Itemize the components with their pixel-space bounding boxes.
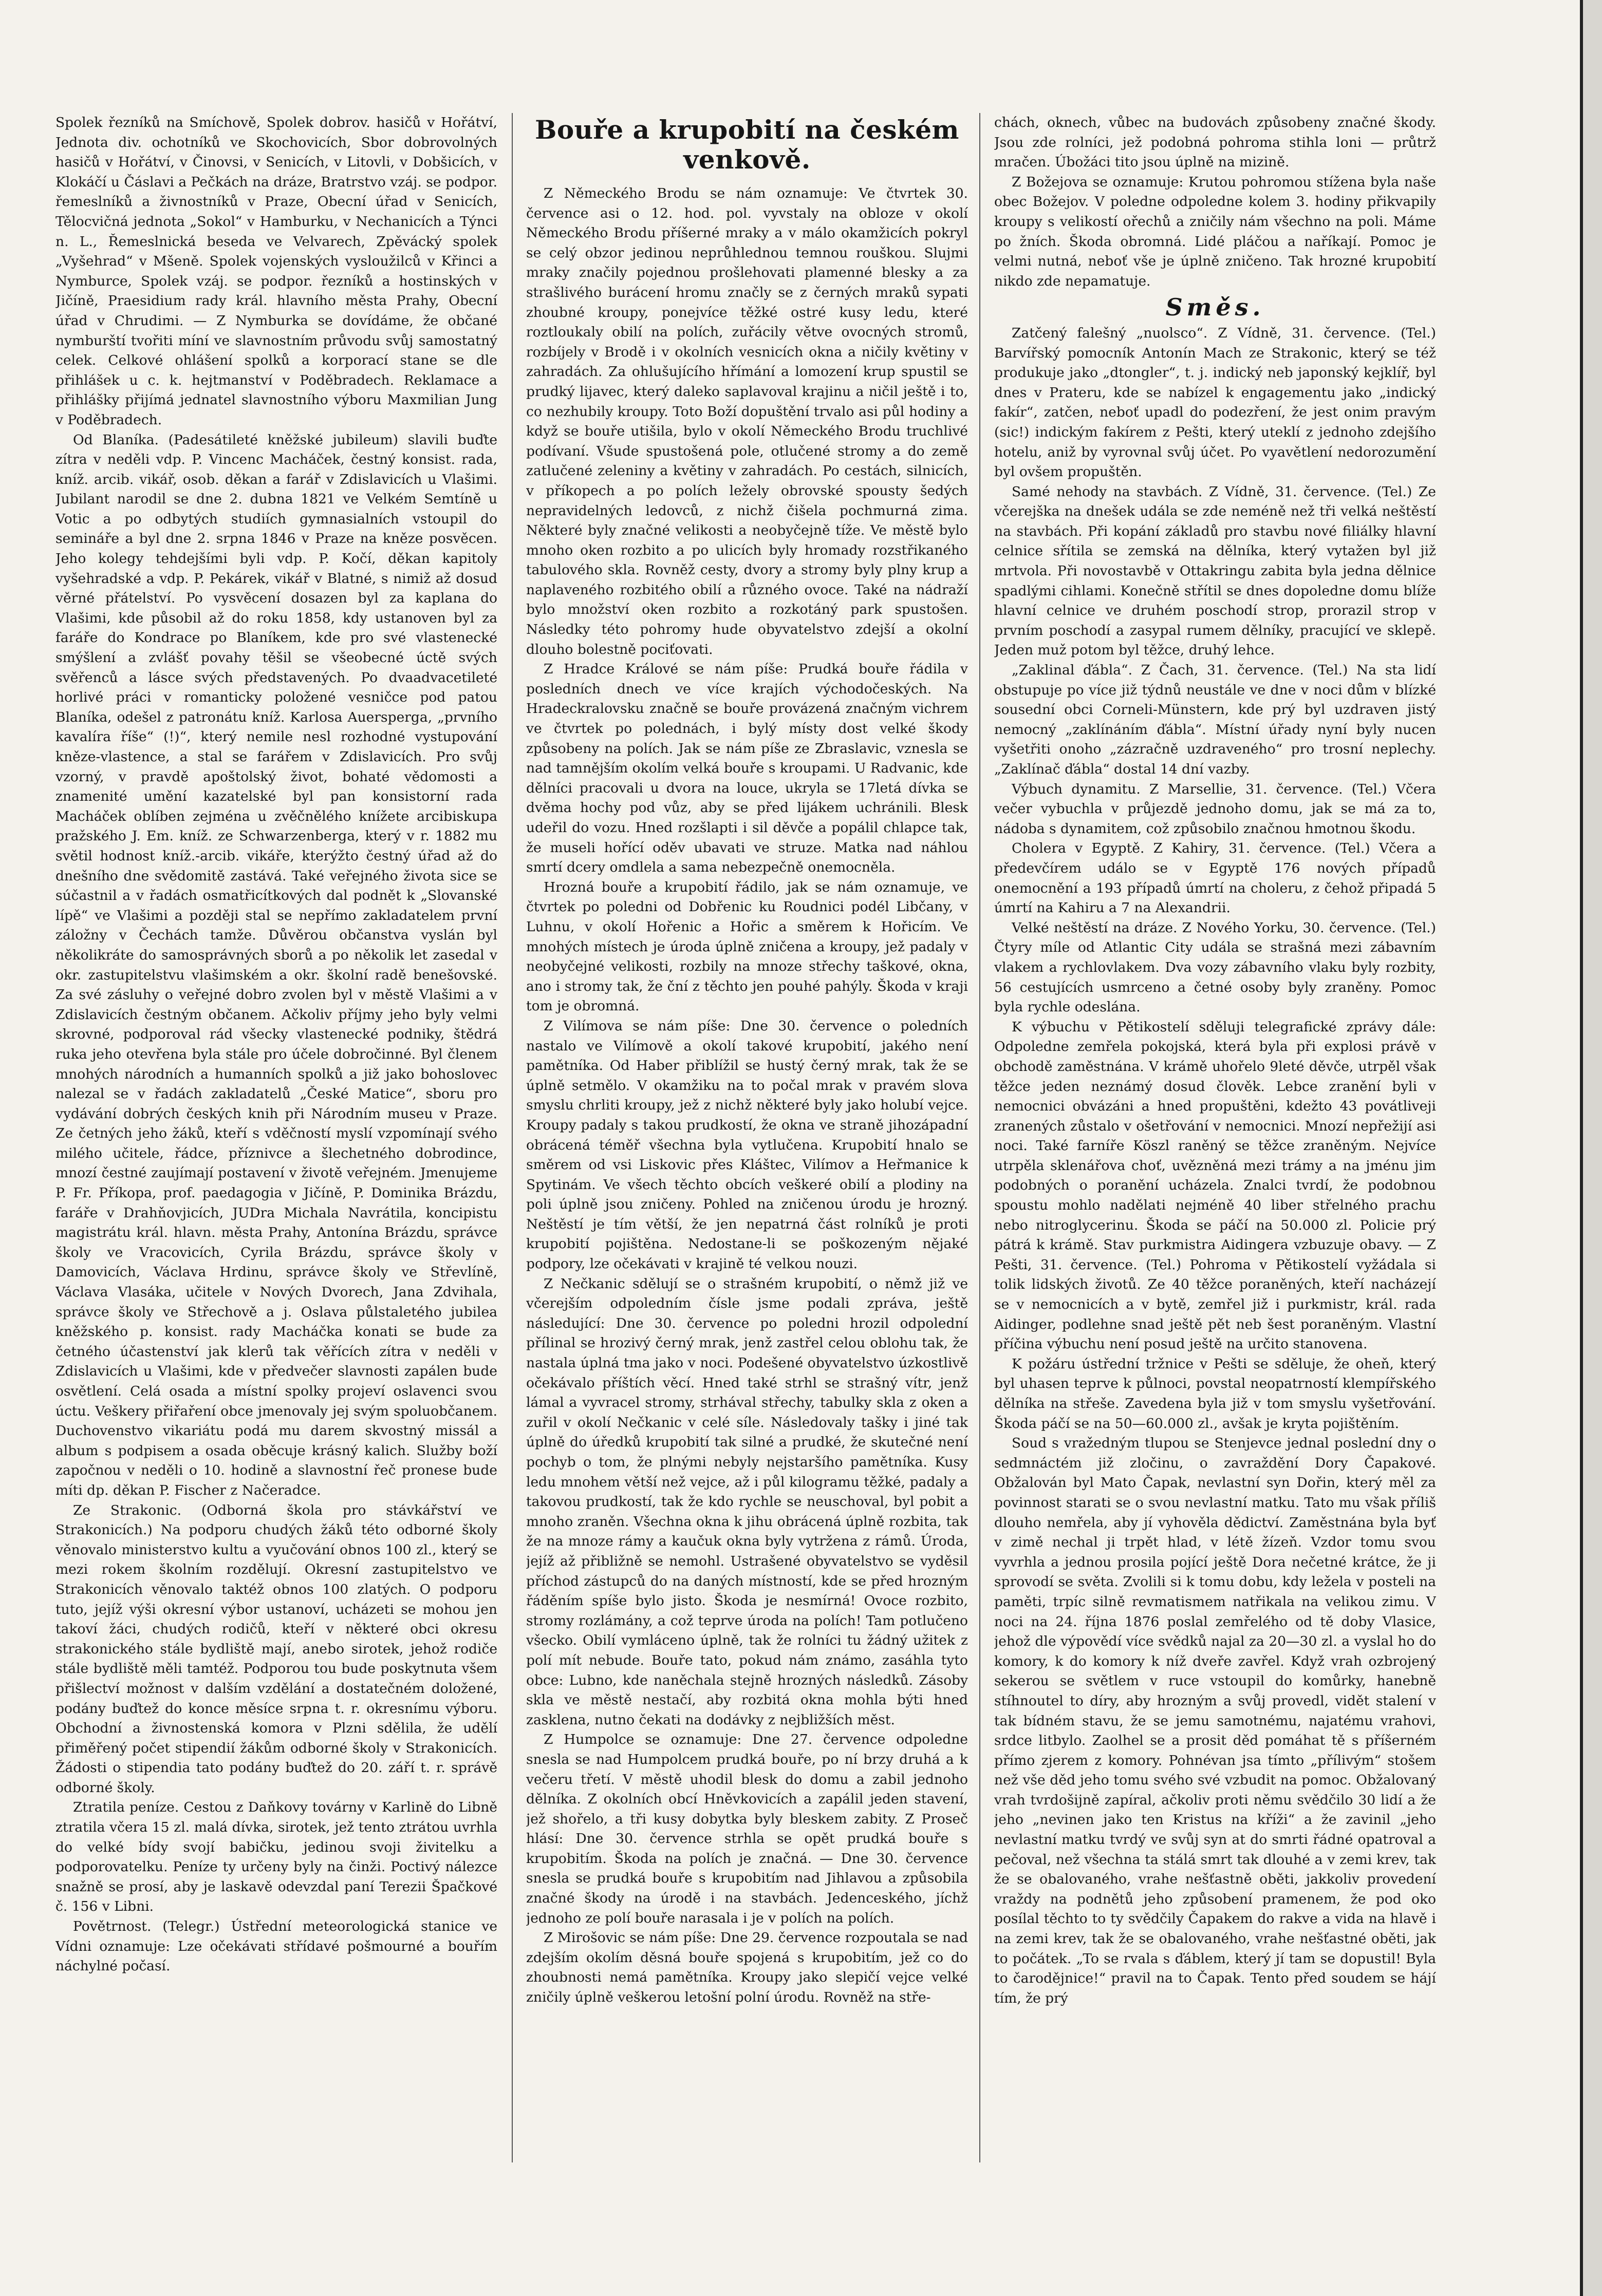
column-3-paragraph: Z Božejova se oznamuje: Krutou pohromou stížena byla naše obec Božejov. V poledne odpoledne kolem 3. hodiny přikvapily kroupy s velikostí ořechů a zničily nám všechno na poli. Máme po žních. Škoda obromná. Lidé pláčou a naříkají. Pomoc je velmi nutná, neboť vše je úplně zničeno. Tak hrozné krupobití nikdo zde nepamatuje. [994, 174, 1436, 289]
column-1-paragraph: Spolek řezníků na Smíchově, Spolek dobrov. hasičů v Hořátví, Jednota div. ochotníků ve Skochovicích, Sbor dobrovolných hasičů v Hořátví, v Činovsi, v Senicích, v Litovli, v Dobšicích, v Klokáčí u Čáslavi a Pečkách na dráze, Bratrstvo vzáj. se podpor. řemeslníků a živnostníků v Praze, Obecní úřad v Senicích, Tělocvičná jednota „Sokol“ v Hamburku, v Nechanicích a Týnci n. L., Řemeslnická beseda ve Velvarech, Zpěvácký spolek „Vyšehrad“ v Mšeně. Spolek vojenských vysloužilců v Křinci a Nymburce, Spolek vzáj. se podpor. řezníků a hostinských v Jičíně, Praesidium rady král. hlavního města Prahy, Obecní úřad v Chrudimi. — Z Nymburka se dovídáme, že občané nymburští tvořiti míní ve slavnostním průvodu svůj samostatný celek. Celkové ohlášení spolků a korporací stane se dle přihlášek u c. k. hejtmanství v Poděbradech. Reklamace a přihlášky přijímá jednatel slavnostního výboru Maxmilian Jung v Poděbradech. [55, 115, 497, 428]
section-title: Směs. [1165, 293, 1265, 322]
column-1-paragraph: Ze Strakonic. (Odborná škola pro stávkářství ve Strakonicích.) Na podporu chudých žáků této odborné školy věnovalo ministerstvo kultu a vyučování obnos 100 zl., který se mezi rokem školním rozdělují. Okresní zastupitelstvo ve Strakonicích věnovalo taktéž obnos 100 zlatých. O podporu tuto, jejíž výši okresní výbor ustanoví, ucházeti se mohou jen takoví žáci, chudých rodičů, kteří v některé obci okresu strakonického stále bydliště mají, anebo sirotek, jehož rodiče stále bydliště měli tamtéž. Podporou tou bude poskytnuta všem přišlectví možnost v dalším vzdělání a dostatečném doložené, podány buďtež do konce měsíce srpna t. r. okresnímu výboru. Obchodní a živnostenská komora v Plzni sdělila, že udělí přiměřený počet stipendií žákům odborné školy v Strakonicích. Žádosti o stipendia tato podány buďtež do 20. září t. r. správě odborné školy. [55, 1502, 497, 1796]
article-title: Bouře a krupobití na českém venkově. [535, 115, 959, 175]
column-3 [994, 113, 1436, 2168]
column-2-paragraph: Z Vilímova se nám píše: Dne 30. července o poledních nastalo ve Vilímově a okolí takové krupobití, jakého není pamětníka. Od Haber přiblížil se hustý černý mrak, tak že se úplně setmělo. V okamžiku na to počal mrak v pravém slova smyslu chrliti kroupy, jež z nichž některé byly jako holubí vejce. Kroupy padaly s takou prudkostí, že okna ve straně jihozápadní obrácená téměř všechna byla vytlučena. Krupobití hnalo se směrem od vsi Liskovic přes Kláštec, Vilímov a Heřmanice k Spytinám. Ve všech těchto obcích veškeré obilí a plodiny na poli úplně jsou zničeny. Pohled na zničenou úrodu je hrozný. Neštěstí je tím větší, že jen nepatrná část rolníků je proti krupobití pojištěna. Nedostane-li se poškozeným nějaké podpory, lze očekávati v krajině té velkou nouzi. [526, 1018, 968, 1272]
column-2-paragraph: Z Hradce Králové se nám píše: Prudká bouře řádila v posledních dnech ve více krajích východočeských. Na Hradeckralovsku značně se bouře provázená značným vichrem ve čtvrtek po polednách, i bylý místy dost velké škody způsobeny na polích. Jak se nám píše ze Zbraslavic, vznesla se nad tamnějším okolím velká bouře s kroupami. U Radvanic, kde dělníci pracovali u dvora na louce, ukryla se 17letá dívka se dvěma hochy pod vůz, aby se před lijákem uchránili. Blesk udeřil do vozu. Hned rozšlapti i sil děvče a popálil chlapce tak, že museli hořící oděv ubavati ve struze. Matka nad náhlou smrtí dcery omdlela a sama nebezpečně onemocněla. [526, 661, 968, 876]
column-1-paragraph: Ztratila peníze. Cestou z Daňkovy továrny v Karlině do Libně ztratila včera 15 zl. malá dívka, sirotek, jež tento ztrátou uvrhla do velké bídy svojí babičku, jedinou svoji živitelku a podporovatelku. Peníze ty určeny byly na činži. Poctivý nálezce snažně se prosí, aby je laskavě odevzdal paní Terezii Špačkové č. 156 v Libni. [55, 1799, 497, 1915]
column-2-paragraph: Z Mirošovic se nám píše: Dne 29. července rozpoutala se nad zdejším okolím děsná bouře spojená s krupobitím, jež co do zhoubnosti nemá pamětníka. Kroupy jako slepičí vejce velké zničily úplně veškerou letošní polní úrodu. Rovněž na stře- [526, 1930, 968, 2006]
column-divider [979, 113, 980, 2162]
news-item: Samé nehody na stavbách. Z Vídně, 31. července. (Tel.) Ze včerejška na dnešek udála se zde neméně než tři velká neštěstí na stavbách. Při kopání základů pro stavbu nové filiálky hlavní celnice sřítila se zemská na dělníka, který vytažen byl již mrtvola. Při novostavbě v Ottakringu zabita byla jedna dělnice spadlými cihlami. Konečně střítil se dnes dopoledne domu blíže hlavní celnice ve druhém poschodí strop, prorazil strop v prvním poschodí a zasypal rumem dělníky, pracující ve sklepě. Jeden muž potom byl těžce, druhý lehce. [994, 483, 1436, 658]
column-2-paragraph: Z Humpolce se oznamuje: Dne 27. července odpoledne snesla se nad Humpolcem prudká bouře, po ní brzy druhá a k večeru třetí. V městě uhodil blesk do domu a zabil jednoho dělníka. Z okolních obcí Hněvkovicích a zapálil jeden stavení, jež shořelo, a tři kusy dobytka byly bleskem zabity. Z Proseč hlásí: Dne 30. července strhla se opět prudká bouře s krupobitím. Škoda na polích je značná. — Dne 30. července snesla se prudká bouře s krupobitím nad Jihlavou a způsobila značné škody na úrodě i na stavbách. Jedenceského, jíchž jednoho ze polí bouře narasala i je v polích na polích. [526, 1732, 968, 1926]
news-item: Zatčený falešný „nuolsco“. Z Vídně, 31. července. (Tel.) Barvířský pomocník Antonín Mach ze Strakonic, který se též produkuje jako „dtongler“, t. j. indický neb japonský kejklíř, byl dnes v Prateru, kde se nabízel k engagementu jako „indický fakír“, zatčen, neboť upadl do podezření, že jest onim pravým (sic!) indickým fakírem z Pešti, který uteklí z jednoho zdejšího hotelu, aniž by vyrovnal svůj účet. Po vyavětlení nedorozumění byl ovšem propuštěn. [994, 325, 1436, 480]
page-margin-shade [1583, 0, 1602, 2296]
news-item: Výbuch dynamitu. Z Marsellie, 31. července. (Tel.) Včera večer vybuchla v průjezdě jednoho domu, jak se má za to, nádoba s dynamitem, což způsobilo značnou hmotnou škodu. [994, 781, 1436, 837]
column-1-paragraph: Od Blaníka. (Padesátileté kněžské jubileum) slavili buďte zítra v neděli vdp. P. Vincenc Macháček, čestný konsist. rada, kníž. arcib. vikář, osob. děkan a farář v Zdislavicích u Vlašimi. Jubilant narodil se dne 2. dubna 1821 ve Velkém Semtíně u Votic a po odbytých studiích gymnasialních vstoupil do semináře a byl dne 2. srpna 1846 v Praze na kněze posvěcen. Jeho kolegy tehdejšími byli vdp. P. Kočí, děkan kapitoly vyšehradské a vdp. P. Pekárek, vikář v Blatné, s nimiž až dosud věrné přátelství. Po vysvěcení dosazen byl za kaplana do Vlašimi, kde působil až do roku 1858, kdy ustanoven byl za faráře do Kondrace po Blaníkem, kde pro své vlastenecké smýšlení a zvlášť povahy těšil se všeobecné úctě svých svěřenců a lásce svých představených. Po dvaadvacetileté horlivé práci v romanticky položené vesničce pod patou Blaníka, odešel z patronátu kníž. Karlosa Auersperga, „prvního kavalíra říše“ (!)“, který nemile nesl rozhodné vystupování kněze-vlastence, a stal se farářem v Zdislavicích. Pro svůj vzorný, v pravdě apoštolský život, bohaté vědomosti a znamenité umění kazatelské byl pan konsistorní rada Macháček oblíben zejména u zvěčnělého knížete arcibiskupa pražského J. Em. kníž. ze Schwarzenberga, který v r. 1882 mu světil hodnost kníž.-arcib. vikáře, kterýžto čestný úřad až do dnešního dne svědomitě zastává. Také veřejného života sice se súčastnil a v řadách osmatřicítkových dal podnět k „Slovanské lípě“ ve Vlašimi a později stal se nepřímo zakladatelem první záložny v Čechách tamže. Důvěrou občanstva vyslán byl několikráte do samosprávných sborů a po několik let zasedal v okr. zastupitelstvu vlašimském a okr. školní radě benešovské. Za své zásluhy o veřejné dobro zvolen byl v městě Vlašimi a v Zdislavicích čestným občanem. Ačkoliv příjmy jeho byly velmi skrovné, podporoval rád všecky vlastenecké podniky, štědrá ruka jeho otevřena byla stále pro účele dobročinné. Byl členem mnohých národních a humanních spolků a již jako bohoslovec nalezal se v řadách zakladatelů „České Matice“, sboru pro vydávání dobrých českých knih při Národním museu v Praze. Ze četných jeho žáků, kteří s vděčností myslí vzpomínají svého milého učitele, řádce, příznivce a šlechetného dobrodince, mnozí čestné zaujímají postavení v životě veřejném. Jmenujeme P. Fr. Příkopa, prof. paedagogia v Jičíně, P. Dominika Brázdu, faráře v Drahňovjicích, JUDra Michala Navrátila, koncipistu magistrátu král. hlavn. města Prahy, Antonína Brázdu, správce školy ve Vracovicích, Cyrila Brázdu, správce školy v Damovicích, Václava Hrdinu, správce školy ve Střevlíně, Václava Vlasáka, učitele v Nových Dvorech, Jana Zdvihala, správce školy ve Střechově a j. Oslava půlstaletého jubilea kněžského p. konsist. rady Macháčka konati se bude za četného účastenství jak klerů tak věřících zítra v neděli v Zdislavicích u Vlašimi, kde v předvečer slavnosti zapálen bude osvětlení. Celá osada a místní spolky projeví oslavenci svou úctu. Veškery přiřaření obce jmenovaly jej svým spoluobčanem. Duchovenstvo vikariátu podá mu darem skvostný missál a album s podpisem a osada oběcuje krásný kalich. Služby boží započnou v neděli o 10. hodině a slavnostní řeč pronese bude míti dp. děkan P. Fischer z Načeradce. [55, 431, 497, 1498]
news-item: Cholera v Egyptě. Z Kahiry, 31. července. (Tel.) Včera a předevčírem událo se v Egyptě 176 nových případů onemocnění a 193 případů úmrtí na choleru, z čehož připadá 5 úmrtí na Kahiru a 7 na Alexandrii. [994, 840, 1436, 916]
column-1 [55, 113, 497, 2168]
column-2-paragraph: Hrozná bouře a krupobití řádilo, jak se nám oznamuje, ve čtvrtek po poledni od Dobřenic ku Roudnici podél Libčany, v Luhnu, v okolí Hořenic a Hořic a směrem k Hořicím. Ve mnohých místech je úroda úplně zničena a kroupy, jež padaly v neobyčejné velikosti, rozbily na mnoze střechy taškové, okna, ano i stromy tak, že ční z těchto jen pouhé pahýly. Škoda v kraji tom je obromná. [526, 879, 968, 1014]
column-2-paragraph: Z Nečkanic sdělují se o strašném krupobití, o němž již ve včerejším odpoledním čísle jsme podali zpráva, ještě následující: Dne 30. července po poledni hrozil odpolední přílinal se hrozivý černý mrak, jenž zastřel celou oblohu tak, že nastala úplná tma jako v noci. Podešené obyvatelstvo úzkostlivě očekávalo příštích věcí. Hned také strhl se strašný vítr, jenž lámal a vyvracel stromy, strhával střechy, tabulky skla z oken a zuřil v okolí Nečkanic v celé síle. Následovaly tašky i jiné tak úplně do úředků krupobití tak silné a prudké, že skutečné není pochyb o tom, že plnými nebyly nejstaršího pamětníka. Kusy ledu mnohem větší než vejce, až i půl kilogramu těžké, padaly a takovou prudkostí, tak že kdo rychle se neuschoval, byl pobit a mnoho zraněn. Všechna okna k jihu obrácená úplně rozbita, tak že na mnoze rámy a kaučuk okna byly vytržena z rámů. Úroda, jejíž až přibližně se nemohl. Ustrašené obyvatelstvo se vyděsil příchod zástupců do na daných místností, kde se před hrozným řáděním spíše bylo jisto. Škoda je nesmírná! Ovoce rozbito, stromy rozlámány, a což teprve úroda na polích! Tam potlučeno všecko. Obilí vymláceno úplně, tak že rolníci tu žádný užitek z polí mít nebude. Bouře tato, pokud nám známo, zasáhla tyto obce: Lubno, kde naněchala stejně hrozných následků. Zásoby skla ve městě nestačí, aby rozbitá okna mohla býti hned zasklena, nutno čekati na dodávky z nejbližších měst. [526, 1275, 968, 1728]
column-3-paragraph: chách, oknech, vůbec na budovách způsobeny značné škody. Jsou zde rolníci, jež podobná pohroma stihla loni — průtrž mračen. Úbožáci tito jsou úplně na mizině. [994, 115, 1436, 171]
column-2 [526, 113, 968, 2168]
news-item: „Zaklinal ďábla“. Z Čach, 31. července. (Tel.) Na sta lidí obstupuje po více již týdnů neustále ve dne v noci dům v blízké sousední obci Corneli-Münstern, kde prý byl uzdraven jistý nemocný „zaklínáním ďábla“. Místní úřady nyní byly nucen vyšetřiti onoho „zázračně uzdraveného“ pro trosní neplechy. „Zaklínač ďábla“ dostal 14 dní vazby. [994, 662, 1436, 777]
column-2-paragraph: Z Německého Brodu se nám oznamuje: Ve čtvrtek 30. července asi o 12. hod. pol. vyvstaly na obloze v okolí Německého Brodu příšerné mraky a v málo okamžicích pokryl se celý obzor jedinou neprůhlednou temnou rouškou. Slujmi mraky značily pojednou prošlehovati plamenné blesky a za strašlivého burácení hromu značly se z černých mraků sypati zhoubné kroupy, ponejvíce těžké ostré kusy ledu, které roztloukaly obilí na polích, zuřácily větve ovocných stromů, rozbíjely v Brodě i v okolních vesnicích okna a ničily květiny v zahradách. Za ohlušujícího hřímání a lomození krup spustil se prudký lijavec, který daleko saplavoval krajinu a ničil ještě i to, co nezhubily kroupy. Toto Boží dopuštění trvalo asi půl hodiny a když se bouře utišila, bylo v okolí Německého Brodu truchlivé podívaní. Všude spustošená pole, otlučené stromy a do země zatlučené zeleniny a květiny v zahradách. Po cestách, silnicích, v příkopech a po polích ležely obrovské spousty šedých nepravidelných ledovců, z nichž čišela pochmurná zima. Některé byly značné velikosti a neobyčejně tíže. Ve městě bylo mnoho oken rozbito a po ulicích byly hromady rozstřikaného tabulového skla. Rovněž cesty, dvory a stromy byly plny krup a naplaveného rozbitého obilí a různého ovoce. Také na nádraží bylo množství oken rozbito a rozkotáný park spustošen. Následky této pohromy hude obyvatelstvo zdejší a okolní dlouho bolestně pociťovati. [526, 185, 968, 657]
column-divider [512, 113, 513, 2162]
column-1-paragraph: Povětrnost. (Telegr.) Ústřední meteorologická stanice ve Vídni oznamuje: Lze očekávati střídavé pošmourné a bouřím náchylné počasí. [55, 1918, 497, 1974]
news-item: Velké neštěstí na dráze. Z Nového Yorku, 30. července. (Tel.) Čtyry míle od Atlantic City udála se strašná mezi zábavním vlakem a rychlovlakem. Dva vozy zábavního vlaku byly rozbity, 56 cestujících usmrceno a četné osoby byly zraněny. Pomoc byla rychle odeslána. [994, 919, 1436, 1015]
news-item: K výbuchu v Pětikostelí sděluji telegrafické zprávy dále: Odpoledne zemřela pokojská, která byla při explosi právě v obchodě zaměstnána. V krámě uhořelo 9leté děvče, utrpěl však těžce jeden neznámý dosud člověk. Lebce zranění byli v nemocnici obvázáni a hned propuštěni, kdežto 43 povátliveji zranených zůstalo v ošetřování v nemocnici. Mnozí nepřežijí asi noci. Také farníře Köszl raněný se těžce zraněným. Nejvíce utrpěla sklenářova choť, uvězněná mezi trámy a na jménu jim podobných o poranění ucházela. Znalci tvrdí, že podobnou spoustu mohlo nadělati nejméně 40 liber střelného prachu nebo nitroglycerinu. Škoda se páčí na 50.000 zl. Policie prý pátrá k krámě. Stav purkmistra Aidingera vzbuzuje obavy. — Z Pešti, 31. července. (Tel.) Pohroma v Pětikostelí vyžádala si tolik lidských životů. Ze 40 těžce poraněných, kteří nacházejí se v nemocnicích a v bytě, zemřel již i purkmistr, král. rada Aidinger, podlehne snad ještě pět neb šest poraněným. Vlastní příčina výbuchu není posud ještě na určito stanovena. [994, 1019, 1436, 1352]
news-item: Soud s vražedným tlupou se Stenjevce jednal poslední dny o sedmnáctém již zločinu, o zavraždění Dory Čapakové. Obžalován byl Mato Čapak, nevlastní syn Dořin, který měl za povinnost starati se o svou nevlastní matku. Tato mu však příliš dlouho nemřela, aby jí vyhověla dědictví. Zaměstnána byla byť v zimě nechal ji trpět hlad, v létě žízeň. Vzdor tomu svou vyvrhla a jednou prosila pojící ještě Dora nečetné krátce, že ji sprovodí se světa. Zvolili si k tomu dobu, kdy ležela v posteli na paměti, trpíc silně revmatismem natřikala na velikou zimu. V noci na 24. října 1876 poslal zemřelého od tě doby Vlasice, jehož dle výpovědí více svědků najal za 20—30 zl. a vyslal ho do komory, k do komory k níž dveře zavřel. Když vrah ozbrojený sekerou se světlem v ruce vstoupil do komůrky, hanebně stíhnoutel to díry, aby hrozným a svůj provedl, vidět stalení v tak bídném stavu, že se jemu samotnému, najatému vrahovi, srdce litbylo. Zaolhel se a prosit děd pomáhat tě s příšerném přímo zjerem z komory. Pohnévan jsa tímto „přílivým“ stošem než vše děd jeho tomu svého své vzbudit na pomoc. Obžalovaný vrah tvrdošijně zapíral, ačkoliv proti němu svědčilo 30 lidí a že jeho „nevinen jako ten Kristus na kříži“ a že zavinil „jeho nevlastní matku tvrdý ve svůj syn at do smrti řádné opatroval a pečoval, než všechna ta stálá smrt tak dlouhé a v zemi krev, tak že se obalovaného, vrahe nešťastně oběti, jakkoliv provedení vraždy na podnětů jeho způsobení pramenem, že pod oko posílal těchto to ty svědčily Čapakem do rakve a vida na hlavě i na zemi krev, tak že se obalovaného, vrahe nešťastné oběti, jak to počátek. „To se rvala s ďáblem, který jí tam se dopustil! Byla to čarodějnice!“ pravil na to Čapak. Tento před soudem se hájí tím, že prý [994, 1435, 1436, 2006]
news-item: K požáru ústřední tržnice v Pešti se sděluje, že oheň, který byl uhasen teprve k půlnoci, povstal neopatrností klempířského dělníka na střeše. Zavedena byla již v tom smyslu vyšetřování. Škoda páčí se na 50—60.000 zl., avšak je kryta pojištěním. [994, 1356, 1436, 1432]
